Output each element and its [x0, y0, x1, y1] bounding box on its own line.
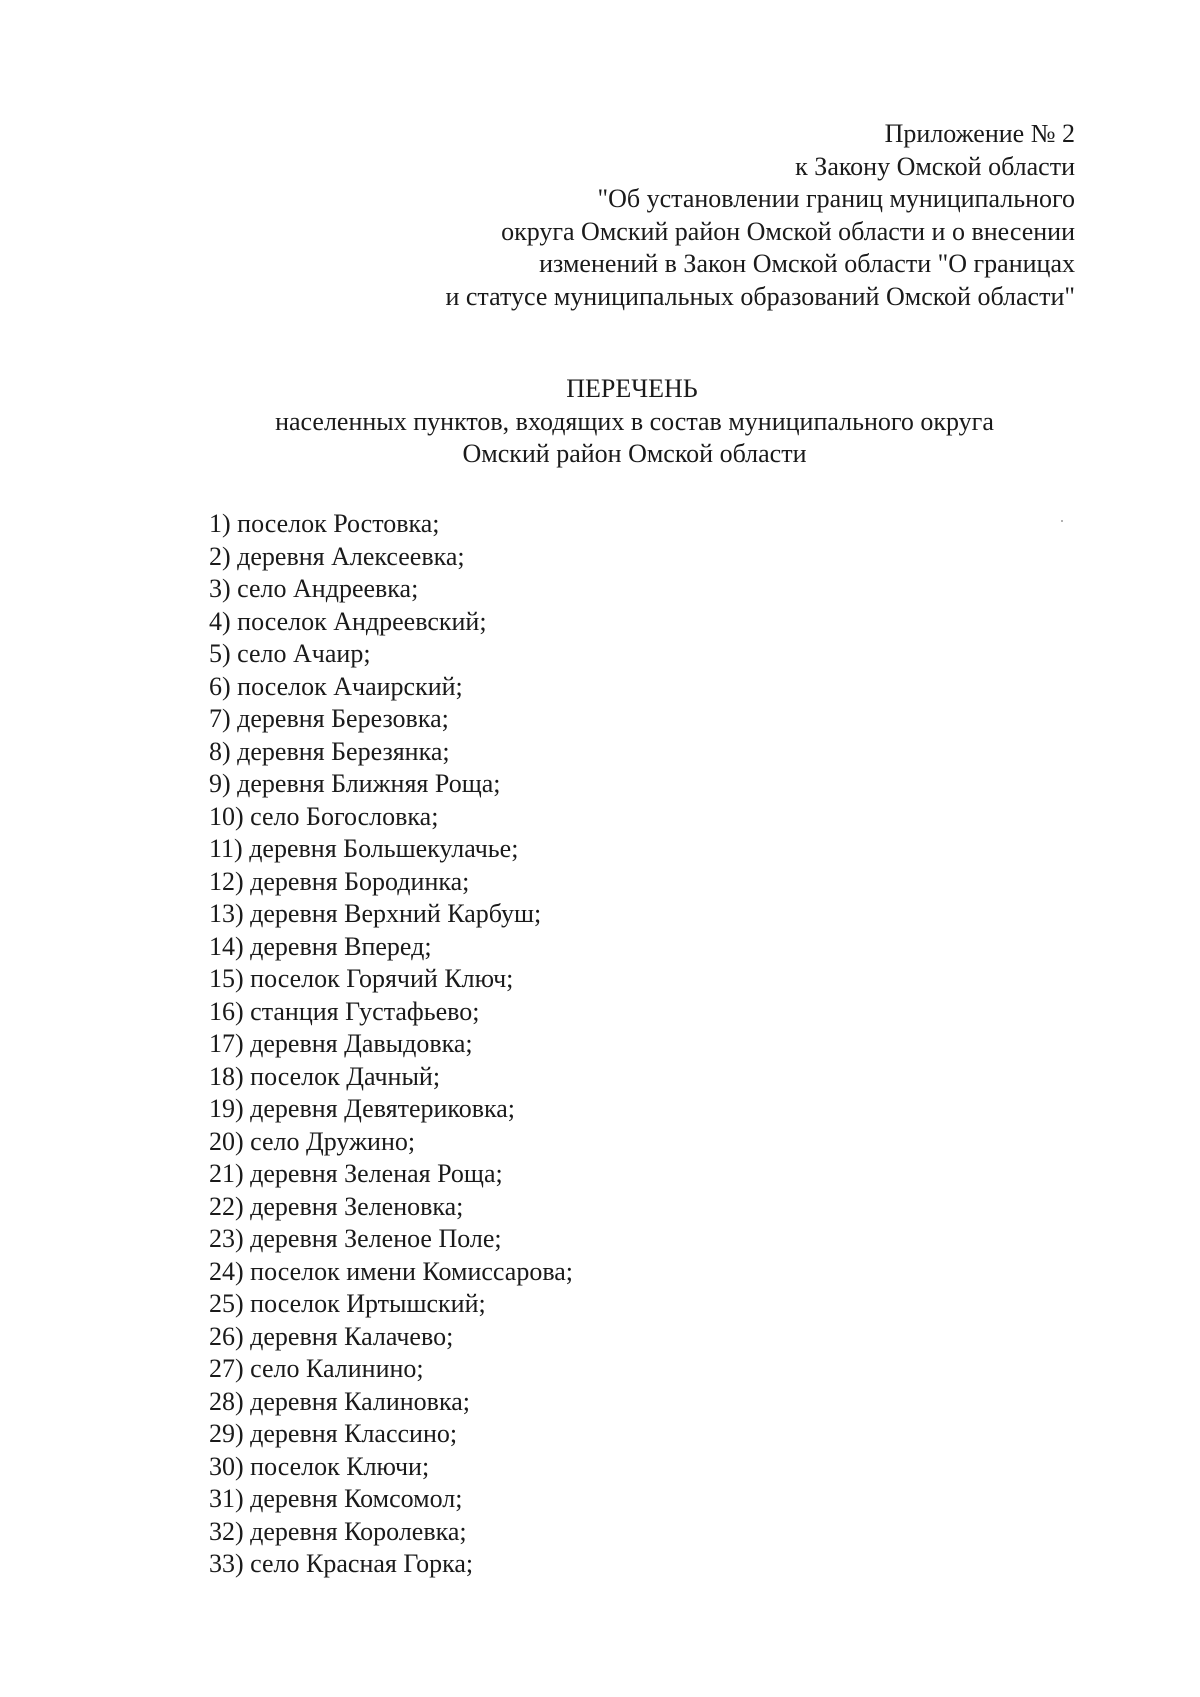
appendix-line: "Об установлении границ муниципального: [597, 184, 1075, 213]
locality-item: 14) деревня Вперед;: [209, 931, 432, 961]
locality-item: 26) деревня Калачево;: [209, 1321, 454, 1351]
appendix-header: [445, 118, 1075, 313]
appendix-line: округа Омский район Омской области и о внесении: [501, 216, 1075, 246]
locality-item: 5) село Ачаир;: [209, 639, 371, 668]
locality-item: 33) село Красная Горка;: [209, 1549, 474, 1578]
locality-item: 32) деревня Королевка;: [209, 1516, 467, 1546]
document-title: ПЕРЕЧЕНЬ: [566, 374, 698, 403]
document-subtitle-line: населенных пунктов, входящих в состав муниципального округа: [275, 406, 994, 436]
locality-item: 6) поселок Ачаирский;: [209, 671, 463, 701]
locality-item: 28) деревня Калиновка;: [209, 1386, 470, 1416]
appendix-line: к Закону Омской области: [795, 151, 1075, 181]
locality-item: 9) деревня Ближняя Роща;: [209, 769, 501, 798]
locality-item: 25) поселок Иртышский;: [209, 1289, 486, 1318]
locality-item: 18) поселок Дачный;: [209, 1061, 441, 1091]
locality-item: 20) село Дружино;: [209, 1126, 416, 1156]
appendix-line: Приложение № 2: [884, 119, 1075, 148]
locality-item: 13) деревня Верхний Карбуш;: [209, 899, 542, 928]
locality-item: 10) село Богословка;: [209, 801, 439, 831]
locality-item: 24) поселок имени Комиссарова;: [209, 1256, 574, 1286]
locality-item: 23) деревня Зеленое Поле;: [209, 1224, 502, 1253]
locality-item: 27) село Калинино;: [209, 1354, 424, 1383]
locality-item: 4) поселок Андреевский;: [209, 606, 487, 636]
locality-item: 29) деревня Классино;: [209, 1419, 458, 1448]
locality-item: 17) деревня Давыдовка;: [209, 1029, 473, 1058]
locality-item: 3) село Андреевка;: [209, 574, 419, 603]
locality-item: 31) деревня Комсомол;: [209, 1484, 463, 1513]
appendix-line: и статусе муниципальных образований Омской области": [445, 281, 1075, 311]
locality-item: 21) деревня Зеленая Роща;: [209, 1159, 503, 1188]
locality-item: 11) деревня Большекулачье;: [209, 834, 519, 863]
locality-item: 15) поселок Горячий Ключ;: [209, 964, 514, 993]
locality-item: 12) деревня Бородинка;: [209, 866, 470, 896]
locality-item: 30) поселок Ключи;: [209, 1451, 430, 1481]
locality-item: 7) деревня Березовка;: [209, 704, 449, 733]
document-title-block: [0, 373, 1200, 471]
document-subtitle-line: Омский район Омской области: [462, 439, 807, 468]
scan-speck: [1061, 520, 1063, 522]
locality-item: 16) станция Густафьево;: [209, 996, 480, 1026]
locality-item: 2) деревня Алексеевка;: [209, 541, 465, 571]
locality-item: 22) деревня Зеленовка;: [209, 1191, 464, 1221]
locality-item: 1) поселок Ростовка;: [209, 509, 440, 538]
locality-item: 19) деревня Девятериковка;: [209, 1094, 516, 1123]
appendix-line: изменений в Закон Омской области "О границах: [539, 249, 1075, 278]
locality-item: 8) деревня Березянка;: [209, 736, 450, 766]
locality-list: [209, 508, 573, 1581]
